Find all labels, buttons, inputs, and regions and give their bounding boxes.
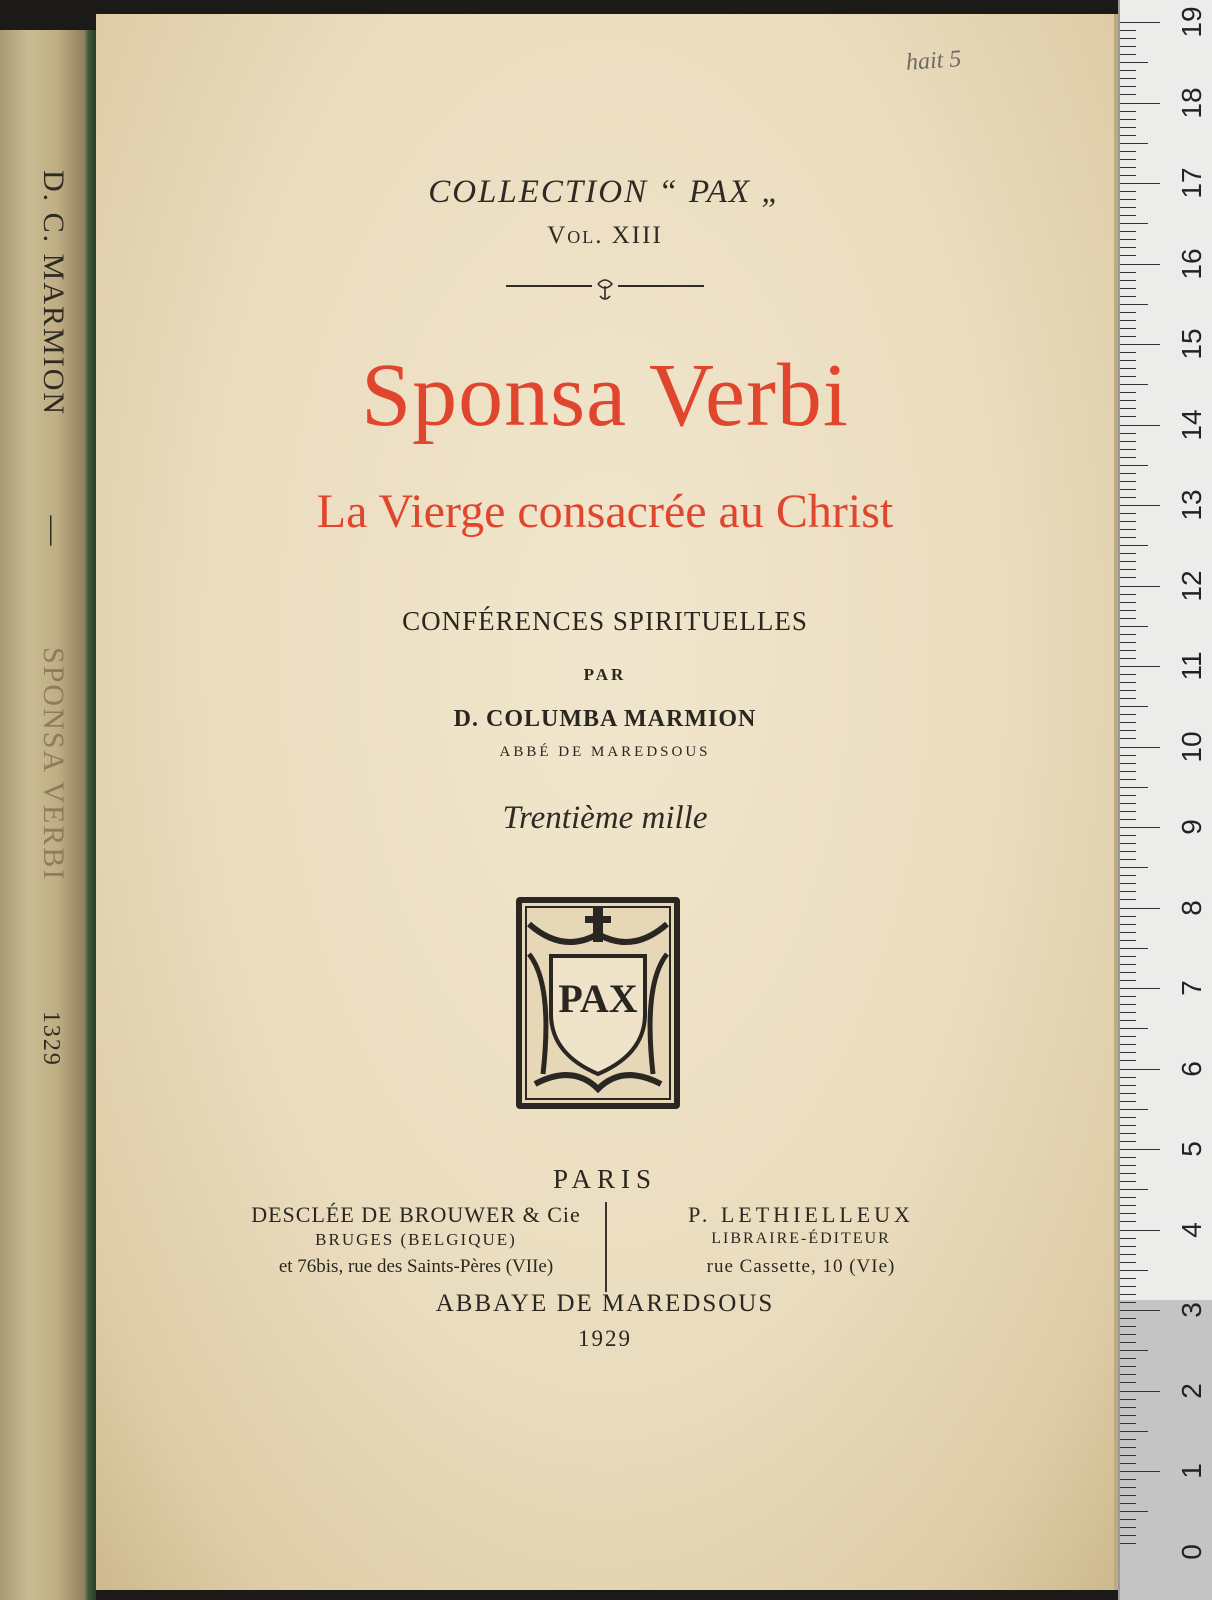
ruler-tick: [1120, 1133, 1136, 1134]
ruler-tick: [1120, 883, 1136, 884]
ruler-tick: [1120, 1471, 1160, 1472]
ruler-tick: [1120, 22, 1160, 23]
ruler-tick: [1120, 159, 1136, 160]
ruler-tick: [1120, 537, 1136, 538]
ruler-tick: [1120, 996, 1136, 997]
ruler-tick: [1120, 1302, 1136, 1303]
ruler-tick: [1120, 1399, 1136, 1400]
ruler-tick: [1120, 859, 1136, 860]
ruler-tick: [1120, 416, 1136, 417]
city-label: PARIS: [552, 1164, 658, 1194]
ruler-tick: [1120, 738, 1136, 739]
ruler-label: 4: [1176, 1221, 1207, 1238]
ruler-tick: [1120, 1431, 1148, 1432]
ruler-label: 7: [1176, 980, 1207, 996]
pax-emblem: [513, 894, 683, 1112]
ruler-tick: [1120, 1157, 1136, 1158]
ruler-tick: [1120, 1543, 1136, 1544]
ruler-tick: [1120, 553, 1136, 554]
ruler-tick: [1120, 851, 1136, 852]
ruler-label: 11: [1176, 651, 1207, 681]
ruler-tick: [1120, 336, 1136, 337]
ruler-tick: [1120, 1004, 1136, 1005]
ruler-tick: [1120, 473, 1136, 474]
ruler-tick: [1120, 1246, 1136, 1247]
publisher-right-name: P. LETHIELLEUX: [688, 1202, 914, 1227]
ruler-tick: [1120, 280, 1136, 281]
collection-label: COLLECTION “ PAX „: [428, 174, 782, 210]
ruler-tick: [1120, 650, 1136, 651]
ruler-tick: [1120, 1463, 1136, 1464]
ruler-tick: [1120, 577, 1136, 578]
ruler-tick: [1120, 1101, 1136, 1102]
ruler-tick: [1120, 722, 1136, 723]
ruler-tick: [1120, 199, 1136, 200]
ruler-tick: [1120, 86, 1136, 87]
ruler-tick: [1120, 1487, 1136, 1488]
ruler-tick: [1120, 1447, 1136, 1448]
ruler-tick: [1120, 1503, 1136, 1504]
ruler-tick: [1120, 175, 1136, 176]
ruler-tick: [1120, 465, 1148, 466]
ruler-tick: [1120, 408, 1136, 409]
spine-of-adjacent-book: [0, 30, 96, 1600]
ruler-tick: [1120, 1069, 1160, 1070]
ruler-tick: [1120, 1407, 1136, 1408]
ruler-label: 14: [1176, 408, 1207, 441]
ruler-tick: [1120, 1358, 1136, 1359]
ruler-tick: [1120, 1149, 1160, 1150]
ruler-tick: [1120, 940, 1136, 941]
ruler-tick: [1120, 272, 1136, 273]
ruler-tick: [1120, 1085, 1136, 1086]
ruler-tick: [1120, 320, 1136, 321]
ruler-tick: [1120, 1165, 1136, 1166]
ruler-label: 5: [1176, 1141, 1207, 1157]
ruler-tick: [1120, 634, 1136, 635]
ruler-tick: [1120, 223, 1148, 224]
ruler-tick: [1120, 70, 1136, 71]
ruler-tick: [1120, 312, 1136, 313]
ruler-tick: [1120, 304, 1148, 305]
ruler-tick: [1120, 948, 1148, 949]
ruler-tick: [1120, 835, 1136, 836]
ruler-tick: [1120, 384, 1148, 385]
publisher-right-address: rue Cassette, 10 (VIe): [706, 1256, 896, 1277]
conferences-line: CONFÉRENCES SPIRITUELLES: [402, 606, 808, 636]
ruler-tick: [1120, 988, 1160, 989]
ruler-tick: [1120, 1391, 1160, 1392]
ruler-tick: [1120, 1374, 1136, 1375]
par-line: PAR: [583, 665, 627, 684]
ruler-tick: [1120, 1221, 1136, 1222]
ruler-tick: [1120, 1254, 1136, 1255]
ruler-tick: [1120, 119, 1136, 120]
ruler-tick: [1120, 94, 1136, 95]
ruler-tick: [1120, 1213, 1136, 1214]
ruler-tick: [1120, 698, 1136, 699]
ruler-tick: [1120, 569, 1136, 570]
ruler-tick: [1120, 352, 1136, 353]
ruler-tick: [1120, 1342, 1136, 1343]
ruler-tick: [1120, 1527, 1136, 1528]
ruler-tick: [1120, 545, 1148, 546]
ruler-tick: [1120, 908, 1160, 909]
ruler-tick: [1120, 529, 1136, 530]
ruler-tick: [1120, 747, 1160, 748]
ruler-tick: [1120, 875, 1136, 876]
ruler-tick: [1120, 1238, 1136, 1239]
ruler-tick: [1120, 1060, 1136, 1061]
ruler-tick: [1120, 62, 1148, 63]
publisher-left-name: DESCLÉE DE BROUWER & Cie: [251, 1202, 581, 1227]
ruler-tick: [1120, 1077, 1136, 1078]
ruler-label: 0: [1176, 1543, 1207, 1560]
ruler-label: 12: [1176, 569, 1207, 602]
ruler-tick: [1120, 730, 1136, 731]
ruler-tick: [1120, 521, 1136, 522]
ruler-tick: [1120, 787, 1148, 788]
measuring-ruler: [1118, 0, 1212, 1600]
book-cover: [96, 14, 1118, 1590]
ruler-tick: [1120, 296, 1136, 297]
ruler-tick: [1120, 779, 1136, 780]
ruler-tick: [1120, 368, 1136, 369]
ruler-tick: [1120, 183, 1160, 184]
ruler-tick: [1120, 706, 1148, 707]
ornament-divider: [506, 272, 704, 306]
publication-year: 1929: [578, 1326, 632, 1351]
ruler-tick: [1120, 1028, 1148, 1029]
handwritten-note: hait 5: [905, 46, 963, 76]
ruler-tick: [1120, 867, 1148, 868]
ruler-tick: [1120, 1197, 1136, 1198]
ruler-tick: [1120, 1334, 1136, 1335]
ruler-tick: [1120, 972, 1136, 973]
ruler-tick: [1120, 1141, 1136, 1142]
ruler-tick: [1120, 1423, 1136, 1424]
ruler-tick: [1120, 54, 1136, 55]
ruler-tick: [1120, 1511, 1148, 1512]
ruler-tick: [1120, 1455, 1136, 1456]
ruler-tick: [1120, 666, 1160, 667]
ruler-tick: [1120, 1230, 1160, 1231]
ruler-tick: [1120, 400, 1136, 401]
ruler-tick: [1120, 167, 1136, 168]
ruler-tick: [1120, 392, 1136, 393]
ruler-tick: [1120, 1326, 1136, 1327]
ruler-tick: [1120, 38, 1136, 39]
publisher-left-place: BRUGES (BELGIQUE): [315, 1230, 517, 1249]
ruler-tick: [1120, 626, 1148, 627]
ruler-tick: [1120, 111, 1136, 112]
ruler-label: 6: [1176, 1060, 1207, 1077]
ruler-tick: [1120, 1109, 1148, 1110]
spine-author: D. C. MARMION: [37, 170, 70, 417]
ruler-tick: [1120, 103, 1160, 104]
ruler-tick: [1120, 127, 1136, 128]
ruler-tick: [1120, 755, 1136, 756]
ruler-tick: [1120, 1125, 1136, 1126]
ruler-tick: [1120, 489, 1136, 490]
ruler-tick: [1120, 690, 1136, 691]
ruler-tick: [1120, 441, 1136, 442]
abbey-label: ABBAYE DE MAREDSOUS: [435, 1290, 775, 1317]
ruler-label: 8: [1176, 899, 1207, 916]
ruler-tick: [1120, 964, 1136, 965]
ruler-tick: [1120, 932, 1136, 933]
ruler-tick: [1120, 618, 1136, 619]
volume-label: Vol. XIII: [547, 222, 663, 249]
ruler-label: 19: [1176, 6, 1207, 38]
ruler-tick: [1120, 135, 1136, 136]
ruler-tick: [1120, 360, 1136, 361]
ruler-tick: [1120, 264, 1160, 265]
ruler-tick: [1120, 803, 1136, 804]
ruler-tick: [1120, 658, 1136, 659]
ruler-tick: [1120, 1205, 1136, 1206]
ruler-tick: [1120, 1294, 1136, 1295]
ruler-tick: [1120, 811, 1136, 812]
ruler-tick: [1120, 1310, 1160, 1311]
ruler-tick: [1120, 1382, 1136, 1383]
ruler-tick: [1120, 344, 1160, 345]
ruler-tick: [1120, 674, 1136, 675]
ruler-tick: [1120, 1270, 1148, 1271]
ruler-tick: [1120, 1093, 1136, 1094]
ruler-tick: [1120, 1495, 1136, 1496]
ruler-tick: [1120, 980, 1136, 981]
ruler-label: 18: [1176, 86, 1207, 119]
ruler-tick: [1120, 457, 1136, 458]
publisher-left-address: et 76bis, rue des Saints-Pères (VIIe): [278, 1256, 554, 1277]
edition-line: Trentième mille: [502, 800, 708, 836]
ruler-tick: [1120, 1415, 1136, 1416]
ruler-tick: [1120, 586, 1160, 587]
ruler-label: 16: [1176, 247, 1207, 280]
ruler-tick: [1120, 481, 1136, 482]
ruler-tick: [1120, 924, 1136, 925]
ruler-tick: [1120, 682, 1136, 683]
ruler-tick: [1120, 288, 1136, 289]
publisher-right-role: LIBRAIRE-ÉDITEUR: [711, 1230, 891, 1247]
author-name: D. COLUMBA MARMION: [453, 706, 757, 732]
ruler-tick: [1120, 425, 1160, 426]
ruler-tick: [1120, 30, 1136, 31]
ruler-tick: [1120, 1278, 1136, 1279]
ruler-tick: [1120, 1519, 1136, 1520]
ruler-tick: [1120, 1439, 1136, 1440]
ruler-tick: [1120, 916, 1136, 917]
ruler-tick: [1120, 594, 1136, 595]
ruler-tick: [1120, 328, 1136, 329]
ruler-tick: [1120, 1181, 1136, 1182]
emblem-text: PAX: [558, 976, 638, 1021]
ruler-tick: [1120, 1036, 1136, 1037]
spine-dash: —: [37, 515, 70, 548]
spine-title: SPONSA VERBI: [37, 647, 70, 882]
book-title: Sponsa Verbi: [361, 346, 849, 445]
ruler-tick: [1120, 1020, 1136, 1021]
ruler-label: 3: [1176, 1302, 1207, 1318]
ruler-label: 13: [1176, 489, 1207, 521]
ruler-tick: [1120, 497, 1136, 498]
ruler-label: 10: [1176, 730, 1207, 763]
ruler-tick: [1120, 215, 1136, 216]
ruler-tick: [1120, 1350, 1148, 1351]
ruler-tick: [1120, 1318, 1136, 1319]
ruler-tick: [1120, 819, 1136, 820]
ruler-tick: [1120, 602, 1136, 603]
author-role: ABBÉ DE MAREDSOUS: [499, 744, 711, 760]
ruler-tick: [1120, 771, 1136, 772]
spine-number: 1329: [38, 1010, 64, 1067]
ruler-tick: [1120, 891, 1136, 892]
ruler-label: 1: [1176, 1463, 1207, 1479]
ruler-tick: [1120, 505, 1160, 506]
ruler-label: 2: [1176, 1382, 1207, 1399]
ruler-tick: [1120, 1535, 1136, 1536]
ruler-tick: [1120, 899, 1136, 900]
ruler-tick: [1120, 433, 1136, 434]
book-subtitle: La Vierge consacrée au Christ: [316, 485, 894, 538]
ruler-tick: [1120, 642, 1136, 643]
ruler-tick: [1120, 255, 1136, 256]
ruler-label: 15: [1176, 328, 1207, 360]
ruler-tick: [1120, 46, 1136, 47]
ruler-tick: [1120, 1189, 1148, 1190]
ruler-tick: [1120, 714, 1136, 715]
ruler-tick: [1120, 1286, 1136, 1287]
ruler-tick: [1120, 843, 1136, 844]
ruler-tick: [1120, 231, 1136, 232]
ruler-tick: [1120, 1044, 1136, 1045]
ruler-tick: [1120, 1052, 1136, 1053]
ruler-tick: [1120, 151, 1136, 152]
ruler-tick: [1120, 827, 1160, 828]
ruler-tick: [1120, 1012, 1136, 1013]
ruler-tick: [1120, 763, 1136, 764]
ruler-tick: [1120, 1262, 1136, 1263]
ruler-tick: [1120, 795, 1136, 796]
ruler-tick: [1120, 1479, 1136, 1480]
ruler-tick: [1120, 610, 1136, 611]
ruler-tick: [1120, 1117, 1136, 1118]
ruler-tick: [1120, 449, 1136, 450]
ruler-label: 17: [1176, 167, 1207, 199]
ruler-tick: [1120, 143, 1148, 144]
ruler-tick: [1120, 376, 1136, 377]
ruler-tick: [1120, 78, 1136, 79]
ruler-tick: [1120, 561, 1136, 562]
ruler-tick: [1120, 239, 1136, 240]
spine-text: [18, 90, 78, 1490]
ruler-tick: [1120, 191, 1136, 192]
ruler-tick: [1120, 513, 1136, 514]
ruler-tick: [1120, 956, 1136, 957]
ruler-tick: [1120, 247, 1136, 248]
ruler-label: 9: [1176, 819, 1207, 835]
ruler-tick: [1120, 1173, 1136, 1174]
ruler-tick: [1120, 1366, 1136, 1367]
ruler-tick: [1120, 207, 1136, 208]
